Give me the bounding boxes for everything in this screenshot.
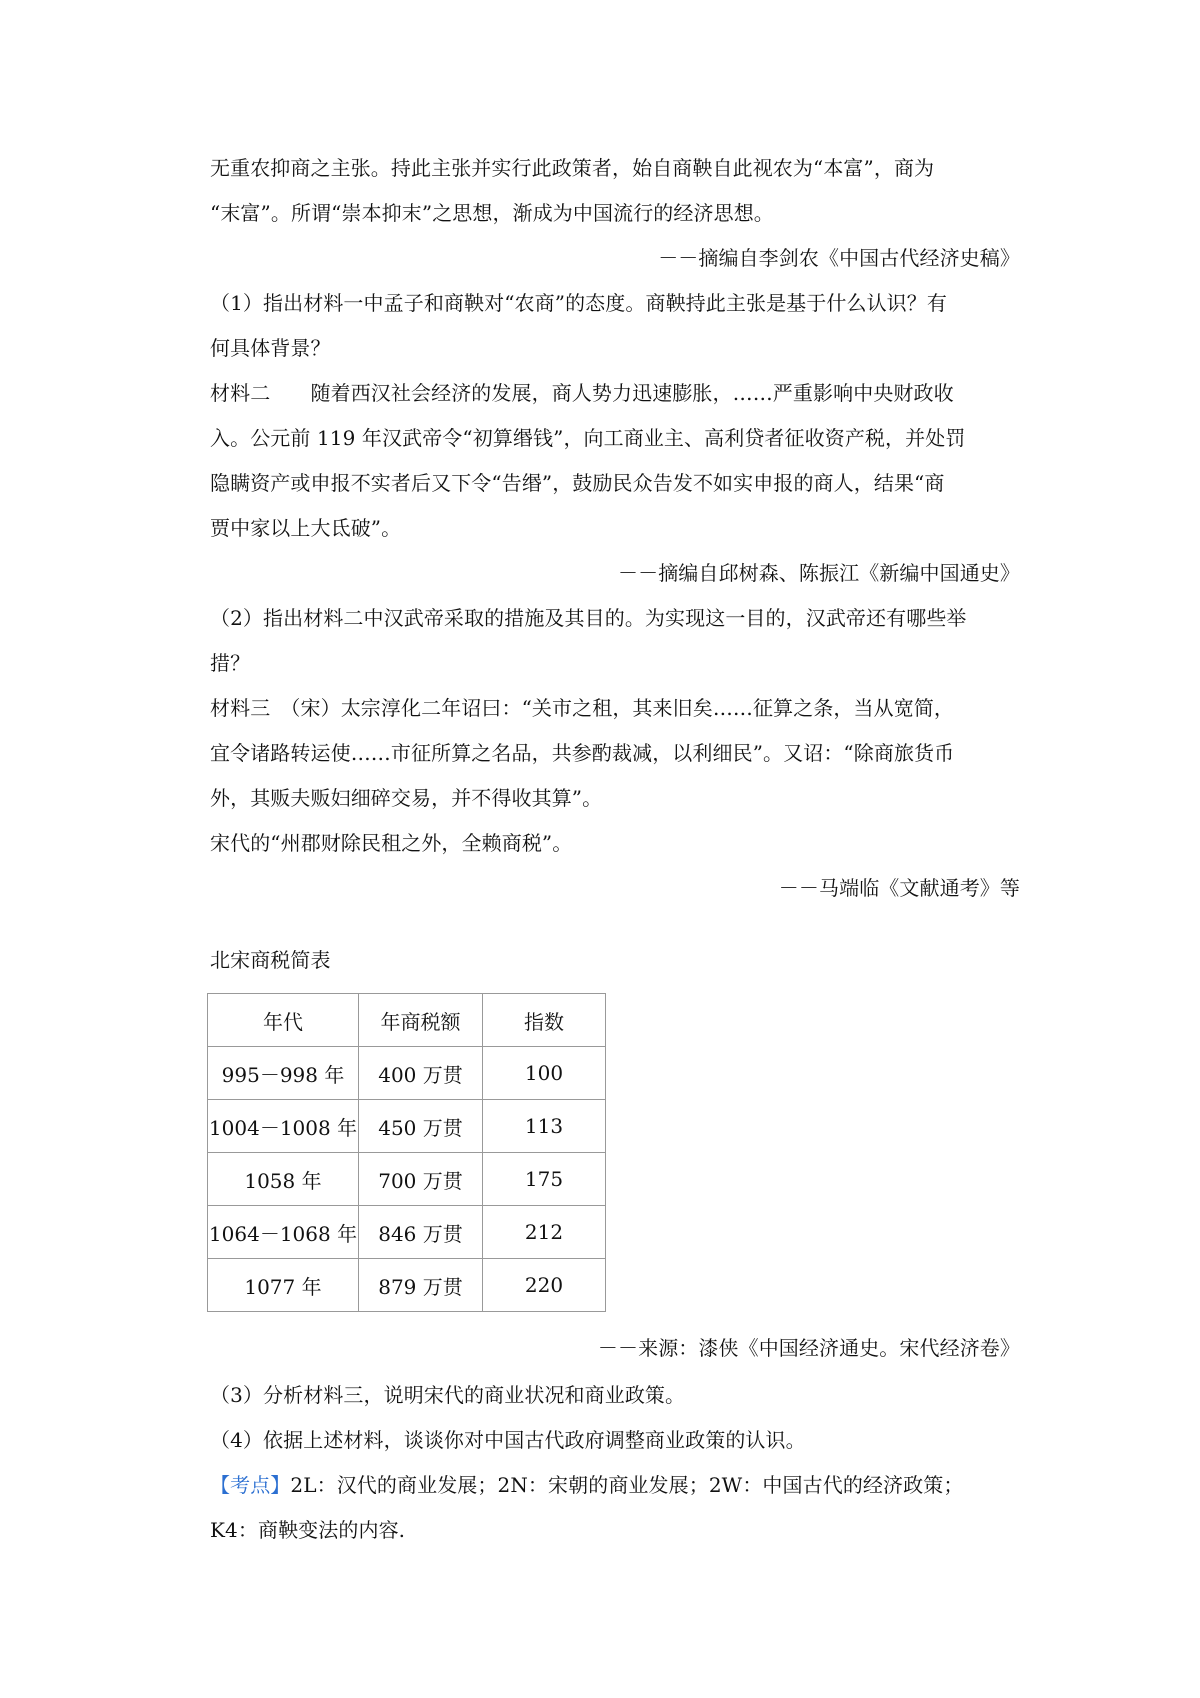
table-header-row <box>208 994 606 1047</box>
kaodian-label: 【考点】 <box>210 1473 291 1497</box>
table-header-cell: 年商税额 <box>359 994 483 1047</box>
table-cell: 100 <box>483 1047 606 1100</box>
table-cell: 1004－1008 年 <box>208 1100 359 1153</box>
table-cell: 846 万贯 <box>359 1206 483 1259</box>
kaodian-text: 2L：汉代的商业发展；2N：宋朝的商业发展；2W：中国古代的经济政策； <box>290 1473 964 1497</box>
question1-line: （1）指出材料一中孟子和商鞅对“农商”的态度。商鞅持此主张是基于什么认识？有 <box>210 291 947 315</box>
table-row <box>208 1206 606 1259</box>
material3-line: 材料三 （宋）太宗淳化二年诏曰：“关市之租，其来旧矣……征算之条，当从宽简， <box>210 696 955 720</box>
table-row <box>208 1259 606 1312</box>
table-cell: 700 万贯 <box>359 1153 483 1206</box>
material3-line: 宋代的“州郡财除民租之外，全赖商税”。 <box>210 831 573 855</box>
material3-line: 外，其贩夫贩妇细碎交易，并不得收其算”。 <box>210 786 603 810</box>
question2-line: （2）指出材料二中汉武帝采取的措施及其目的。为实现这一目的，汉武帝还有哪些举 <box>210 606 967 630</box>
table-header-cell: 年代 <box>208 994 359 1047</box>
table-row <box>208 1100 606 1153</box>
table-cell: 212 <box>483 1206 606 1259</box>
material2-source: －－摘编自邱树森、陈振江《新编中国通史》 <box>618 561 1020 585</box>
table-cell: 879 万贯 <box>359 1259 483 1312</box>
kaodian-line: K4：商鞅变法的内容. <box>210 1518 406 1542</box>
tax-table <box>207 993 606 1312</box>
table-cell: 175 <box>483 1153 606 1206</box>
table-header-cell: 指数 <box>483 994 606 1047</box>
table-cell: 220 <box>483 1259 606 1312</box>
material2-line: 入。公元前 119 年汉武帝令“初算缗钱”，向工商业主、高利贷者征收资产税，并处罚 <box>210 426 966 450</box>
material2-line: 隐瞒资产或申报不实者后又下令“告缗”，鼓励民众告发不如实申报的商人，结果“商 <box>210 471 945 495</box>
material2-line: 贾中家以上大氐破”。 <box>210 516 402 540</box>
table-source: －－来源：漆侠《中国经济通史。宋代经济卷》 <box>597 1336 1020 1360</box>
material1-line: 无重农抑商之主张。持此主张并实行此政策者，始自商鞅自此视农为“本富”，商为 <box>210 156 935 180</box>
material3-source: －－马端临《文献通考》等 <box>778 876 1020 900</box>
question4-text: （4）依据上述材料，谈谈你对中国古代政府调整商业政策的认识。 <box>210 1428 806 1452</box>
table-title: 北宋商税简表 <box>210 948 331 972</box>
question2-line: 措？ <box>210 651 251 675</box>
table-cell: 1064－1068 年 <box>208 1206 359 1259</box>
table-cell: 995－998 年 <box>208 1047 359 1100</box>
kaodian-line <box>210 1470 963 1500</box>
material2-line: 材料二 随着西汉社会经济的发展，商人势力迅速膨胀，……严重影响中央财政收 <box>210 381 954 405</box>
material1-source: －－摘编自李剑农《中国古代经济史稿》 <box>658 246 1020 270</box>
table-cell: 1058 年 <box>208 1153 359 1206</box>
table-cell: 113 <box>483 1100 606 1153</box>
table-cell: 400 万贯 <box>359 1047 483 1100</box>
table-row <box>208 1153 606 1206</box>
table-row <box>208 1047 606 1100</box>
table-cell: 450 万贯 <box>359 1100 483 1153</box>
question1-line: 何具体背景？ <box>210 336 331 360</box>
question3-text: （3）分析材料三，说明宋代的商业状况和商业政策。 <box>210 1383 686 1407</box>
table-cell: 1077 年 <box>208 1259 359 1312</box>
material3-line: 宜令诸路转运使……市征所算之名品，共参酌裁减，以利细民”。又诏：“除商旅货币 <box>210 741 955 765</box>
material1-line: “末富”。所谓“崇本抑末”之思想，渐成为中国流行的经济思想。 <box>210 201 774 225</box>
